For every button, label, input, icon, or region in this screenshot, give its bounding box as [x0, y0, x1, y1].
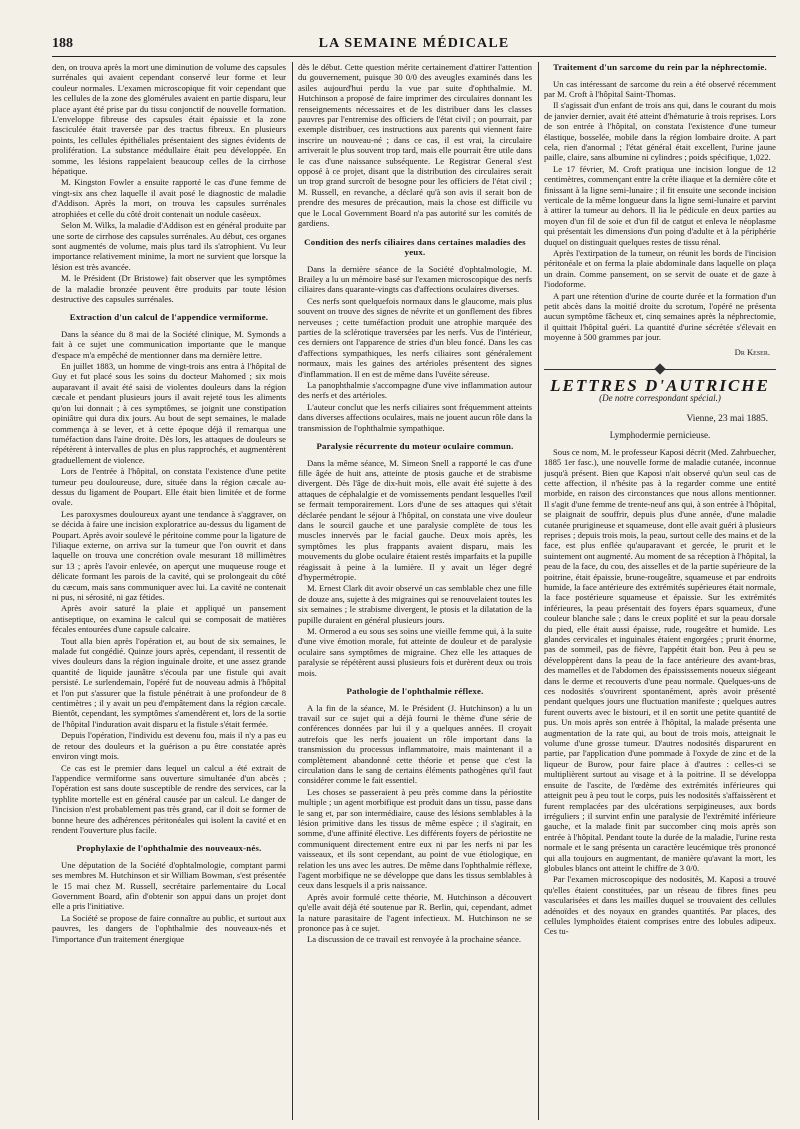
- column-rule: [292, 62, 293, 1120]
- paragraph: Après l'extirpation de la tumeur, on réunit les bords de l'incision péritonéale et on ferma la plaie abdominale dans laquelle on plaça un drain. Comme pansement, on se servit de ouate et de gaze à l'iodoforme.: [544, 248, 776, 290]
- article-heading: Traitement d'un sarcome du rein par la néphrectomie.: [553, 62, 767, 72]
- article-heading: Prophylaxie de l'ophthalmie des nouveaux-nés.: [76, 843, 262, 854]
- paragraph: Dans la dernière séance de la Société d'ophtalmologie, M. Brailey a lu un mémoire basé sur l'examen microscopique des nerfs ciliaires dans quarante-vingts cas d'affections oculaires diverses.: [298, 263, 532, 295]
- paragraph: dès le début. Cette question mérite certainement d'attirer l'attention du gouvernement, puisque 30 0/0 des aveugles examinés dans les asiles aujourd'hui perdu la vue par suite d'ophthalmie. M. Hutchinson a proposé de faire imprimer des circulaires donnant les renseignements nécessaires et de les distribuer dans les classes pauvres par l'entremise des officiers de l'état civil ; on pourrait, par exemple distribuer, ces instructions aux parents qui viennent faire inscrire un nouveau-né ; dans ce cas, il est vrai, la circulaire arriverait le plus souvent trop tard, mais elle pourrait être utile dans le cas d'une naissance subséquente. Le Registrar General s'est opposé à ce projet, disant que la distribution des circulaires serait un trop grand surcroît de besogne pour les officiers de l'état civil ; M. Russell, en revanche, a déclaré qu'à son avis il serait bon de prendre des mesures de précaution, mais la chose est difficile vu que le Local Government Board n'a pas autorité sur les comités de gardiens.: [298, 62, 532, 229]
- paragraph: M. Ernest Clark dit avoir observé un cas semblable chez une fille de douze ans, sujette à des migraines qui se renouvelaient toutes les six semaines ; le strabisme divergent, le ptosis et la dilatation de la pupille duraient en général plusieurs jours.: [298, 583, 532, 625]
- page-header: [52, 34, 776, 57]
- column-1: [52, 62, 286, 1120]
- article-heading: Paralysie récurrente du moteur oculaire commun.: [316, 441, 514, 451]
- article-heading: Pathologie de l'ophthalmie réflexe.: [346, 686, 484, 697]
- page-number: 188: [52, 36, 73, 51]
- journal-title: LA SEMAINE MÉDICALE: [318, 36, 510, 51]
- paragraph: Sous ce nom, M. le professeur Kaposi décrit (Med. Zahrbuecher, 1885 1er fasc.), une nouvelle forme de maladie cutanée, inconnue jusqu'à présent. Bien que Kaposi n'ait observé qu'un seul cas de cette affection, il n'hésite pas à la regarder comme une entité morbide, en raison des circonstances que nous allons mentionner. Il s'agit d'une femme de trente-neuf ans qui, à son entrée à l'hôpital, se plaignait de souffrir, depuis plus d'une année, d'une maladie cutanée prurigineuse et squameuse, dont elle avait guéri à plusieurs reprises ; depuis trois mois, la peau, surtout celle des mains et de la face, est plus enflée qu'auparavant et gercée, le prurit et le suintement ont augmenté. Au moment de sa réception à l'hôpital, la peau de la face, du cou, des aisselles et de la partie supérieure de la poitrine, était épaissie, brune-rougeâtre, squameuse et par endroits humide, la face antérieure des extrémités supérieures était normale, la face postérieure squameuse et épaissie. Sur les extrémités inférieures, la peau présentait des foyers épars squameux, d'une couleur blanche sale ; dans le creux poplité et sur la peau dorsale du pied, elle était aussi épaisse, rude, rougeâtre et humide. Les glandes cervicales et inguinales étaient engorgées ; prurit énorme, pas de sommeil, pas de fièvre, l'appétit était bon. Peu à peu se développèrent dans la peau de la face antérieure des avant-bras, des mamelles et de l'abdomen des épaississements noueux siégeant dans le derme et recouverts d'une peau normale. Quelques-uns de ces nodosités s'ouvrirent spontanément, après avoir présenté pendant quelques jours une fluctuation manifeste ; quelques autres furent ouverts avec le bistouri, et il en sortit une petite quantité de pus. Un mois après son entrée à l'hôpital, la malade présenta une augmentation de la rate qui, au bout de trois mois, atteignait le volume d'une grosse tumeur. D'autres nodosités disparurent en partie, par l'application d'une pommade à l'oxyde de zinc et de la liqueur de Burow, pour faire place à d'autres : celles-ci se multiplièrent surtout au visage et à la poitrine. Il se développa ensuite de l'ascite, de l'œdème des extrémités inférieures qui atteignit peu à peu tout le corps, puis les nodosités s'affaissèrent et furent remplacées par des ulcérations serpigineuses, aux bords irréguliers ; il survint enfin une paralysie de l'extrémité inférieure gauche, et la malade finit par succomber cinq mois après son entrée à l'hôpital. Pendant toute la durée de la maladie, l'urine resta normale et le sang présenta un caractère leucémique très prononcé qui alla toujours en augmentant, de manière qu'avant la mort, les globules blancs ont atteint le chiffre de 3 0/0.: [544, 446, 776, 873]
- column-2: [298, 62, 532, 1120]
- paragraph: Lors de l'entrée à l'hôpital, on constata l'existence d'une petite tumeur peu douloureuse, dure, située dans la région cæcale au-dessus du ligament de Poupart. Elle était bien limitée et de forme ovale.: [52, 466, 286, 508]
- paragraph: En juillet 1883, un homme de vingt-trois ans entra à l'hôpital de Guy et fut placé sous les soins du docteur Mahomed ; six mois auparavant il avait été saisi de violentes douleurs dans la région cæcale et pendant plusieurs jours il avait rejeté tous les aliments qu'on lui donnait ; à ces symptômes, se joignit une constipation opiniâtre qui dura dix jours. Au bout de sept semaines, le malade commença à se lever, et à cette époque déjà il remarqua une tuméfaction dans l'aine droite. Dès lors, les attaques de douleurs se répétèrent à intervalles de plus en plus rapprochés, et augmentèrent graduellement de violence.: [52, 361, 286, 465]
- paragraph: M. Ormerod a eu sous ses soins une vieille femme qui, à la suite d'une vive émotion morale, fut atteinte de douleur et de paralysie oculaire sans symptômes de migraine. Chez elle les attaques de paralysie se répétèrent aussi plusieurs fois et durèrent deux ou trois mois.: [298, 626, 532, 678]
- paragraph: Dans la séance du 8 mai de la Société clinique, M. Symonds a fait à ce sujet une communication importante que le manque d'espace m'a empêché de mentionner dans ma dernière lettre.: [52, 328, 286, 360]
- column-rule: [538, 62, 539, 1120]
- paragraph: Par l'examen microscopique des nodosités, M. Kaposi a trouvé qu'elles étaient constituées, par un réseau de fibres fines peu vascularisées et dans les mailles duquel se trouvaient des cellules adénoïdes et des noyaux en grandes quantités. Par places, des cellules lymphoïdes étaient comprises entre des lobules adipeux. Ces tu-: [544, 874, 776, 937]
- paragraph: M. le Président (Dr Bristowe) fait observer que les symptômes de la maladie bronzée peuvent être produits par toute lésion destructive des capsules surrénales.: [52, 273, 286, 304]
- paragraph: Les choses se passeraient à peu près comme dans la périostite multiple ; un agent morbifique est produit dans un tissu, passe dans le sang et, par son intermédiaire, cause des lésions semblables à la lésion primitive dans les tissus de même espèce ; il s'agirait, en somme, d'une affinité élective. Les différents foyers de périostite ne communiquent directement entre eux ni par les nerfs ni par les vaisseaux, et ils sont cependant, au point de vue étiologique, en relation les uns avec les autres. De même dans l'ophthalmie réflexe, l'agent morbifique ne se développe que dans les tissus semblables à ceux dans lesquels il a pris naissance.: [298, 786, 532, 891]
- paragraph: Une députation de la Société d'ophtalmologie, comptant parmi ses membres M. Hutchinson et sir William Bowman, s'est présentée le 15 mai chez M. Russell, secrétaire parlementaire du Local Government Board, afin d'obtenir son appui dans un projet dont elle a pris l'initiative.: [52, 859, 286, 912]
- paragraph: A part une rétention d'urine de courte durée et la formation d'un petit abcès dans la moitié droite du scrotum, l'opéré ne présenta aucun symptôme fâcheux et, cinq semaines après la néphrectomie, il quittait l'hôpital guéri. La quantité d'urine sécrétée s'élevait en moyenne à 500 grammes par jour.: [544, 290, 776, 343]
- paragraph: den, on trouva après la mort une diminution de volume des capsules surrénales qui avaient cependant conservé leur forme et leur couleur normales. L'examen microscopique fit voir cependant que les cellules de la zone des glomérules avaient en partie disparu, leur place ayant été prise par du tissu conjonctif de nouvelle formation. L'enveloppe fibreuse des capsules était épaissie et la zone fasciculée était traversée par des tractus fibreux. En plusieurs points, les cellules épithéliales présentaient des signes évidents de prolifération. La substance médullaire était peu développée. En somme, les lésions rappelaient beaucoup celles de la cirrhose hépatique.: [52, 62, 286, 177]
- paragraph: Dans la même séance, M. Simeon Snell a rapporté le cas d'une fille âgée de huit ans, atteinte de ptosis gauche et de strabisme divergent. Dès l'âge de dix-huit mois, elle avait été sujette à des attaques de céphalalgie et de vomissements pendant lesquelles l'œil se fermait temporairement. Lors d'une de ses attaques qui s'était déclarée pendant le séjour à l'hôpital, on constata une vive douleur dans le sourcil gauche et une paralysie complète de tous les muscles innervés par le facial gauche. Deux mois après, les symptômes les plus frappants avaient disparu, mais les mouvements du globe oculaire étaient restés imparfaits et la pupille réagissait à peine à la lumière. Il y avait un léger degré d'hypermétropie.: [298, 457, 532, 582]
- paragraph: Ce cas est le premier dans lequel un calcul a été extrait de l'appendice vermiforme sans ouverture simultanée d'un abcès ; l'opération est sans doute susceptible de rendre des services, car la typhlite mortelle est en général causée par un calcul. Le danger de l'incision n'est probablement pas très grand, car il doit se former de bonne heure des adhérences péritonéales qui isolent la cavité et en rendent l'ouverture plus facile.: [52, 762, 286, 835]
- separator-diamond-icon: [654, 363, 665, 374]
- paragraph: Tout alla bien après l'opération et, au bout de six semaines, le malade fut congédié. Quinze jours après, cependant, il ressentit de vives douleurs dans la région inguinale droite, et une assez grande quantité de liquide jaunâtre s'écoula par une fistule qui avait persisté. Le surlendemain, l'opéré fut de nouveau admis à l'hôpital et l'on put s'assurer que la fistule pénétrait à une profondeur de 8 centimètres ; il y avait un peu d'empâtement dans la région cæcale. Bientôt, cependant, les symptômes s'amendèrent et, lors de la sortie de l'hôpital l'induration avait disparu et la fistule s'était fermée.: [52, 635, 286, 729]
- paragraph: M. Kingston Fowler a ensuite rapporté le cas d'une femme de vingt-six ans chez laquelle il avait posé le diagnostic de maladie d'Addison. Après la mort, on trouva les capsules surrénales atrophiées et celle du côté droit contenait un nodule caséeux.: [52, 177, 286, 219]
- correspondent-note: (De notre correspondant spécial.): [599, 393, 721, 404]
- paragraph: Selon M. Wilks, la maladie d'Addison est en général produite par une sorte de cirrhose des capsules surrénales. Au début, ces organes sont augmentés de volume, mais plus tard ils s'atrophient. Vu leur importance relativement minime, la mort ne survient que lorsque la lésion est très avancée.: [52, 220, 286, 272]
- paragraph: Les paroxysmes douloureux ayant une tendance à s'aggraver, on se décida à faire une incision exploratrice au-dessus du ligament de Poupart. Après avoir soulevé le péritoine comme pour la ligature de l'iliaque externe, on arriva sur la tumeur que l'on ouvrit et dans laquelle on trouva une concrétion ovale mesurant 18 millimètres sur 13 ; après l'avoir enlevée, on aperçut une muqueuse rouge et délicate formant les parois de la cavité, qui se prolongeait du côté du cæcum, mais sans communiquer avec lui. La cavité ne contenait ni pus, ni sérosité, ni gaz fétides.: [52, 508, 286, 602]
- paragraph: Ces nerfs sont quelquefois normaux dans le glaucome, mais plus souvent on trouve des signes de névrite et un gonflement des fibres nerveuses ; cette tuméfaction produit une atrophie marquée des parties de la sclérotique traversées par les nerfs. Vus de l'intérieur, ces derniers ont l'apparence de stries d'un bleu foncé. Dans les cas d'affections sympathiques, les nerfs ciliaires sont généralement normaux, mais les gaines des artérioles présentent des signes d'inflammation. Il en est de même dans l'uvéite séreuse.: [298, 295, 532, 379]
- paragraph: Après avoir saturé la plaie et appliqué un pansement antiseptique, on examina le calcul qui se composait de matières fécales entourées d'une capsule calcaire.: [52, 603, 286, 635]
- author-signature: Dr Keser.: [734, 346, 770, 357]
- paragraph: La Société se propose de faire connaître au public, et surtout aux pauvres, les dangers de l'ophthalmie des nouveaux-nés et l'importance d'un traitement énergique: [52, 912, 286, 944]
- paragraph: La panophthalmie s'accompagne d'une vive inflammation autour des nerfs et des artérioles.: [298, 379, 532, 401]
- paragraph: A la fin de la séance, M. le Président (J. Hutchinson) a lu un travail sur ce sujet qui a déjà fourni le thème d'une série de conférences données par lui il y a quelques années. Il croyait autrefois que les nerfs jouaient un rôle important dans la transmission du processus inflammatoire, mais maintenant il a complètement abandonné cette théorie et pense que c'est la circulation dans le sang de certains éléments pathogènes qu'il faut considérer comme le fait essentiel.: [298, 702, 532, 786]
- paragraph: Un cas intéressant de sarcome du rein a été observé récemment par M. Croft à l'hôpital Saint-Thomas.: [544, 78, 776, 99]
- column-3: [544, 62, 776, 1120]
- article-heading: Condition des nerfs ciliaires dans certaines maladies des yeux.: [304, 236, 526, 257]
- paragraph: L'auteur conclut que les nerfs ciliaires sont fréquemment atteints dans diverses affections oculaires, mais ne jouent aucun rôle dans la transmission de l'ophthalmie sympathique.: [298, 401, 532, 433]
- paragraph: Le 17 février, M. Croft pratiqua une incision longue de 12 centimètres, commençant entre la crête iliaque et la dernière côte et finissant à la ligne semi-lunaire ; il fit ensuite une seconde incision verticale de la même longueur dans la ligne semi-lunaire et parvint à attirer la tumeur au dehors. Il lia le pédicule en deux parties au moyen d'un fil de soie et d'un fil de catgut et enleva le néoplasme qui présentait les dimensions d'un poing d'adulte et à la périphérie duquel on distinguait quelques restes de tissu rénal.: [544, 163, 776, 247]
- section-title: LETTRES D'AUTRICHE: [550, 376, 770, 396]
- paragraph: Après avoir formulé cette théorie, M. Hutchinson a découvert qu'elle avait déjà été soutenue par R. Berlin, qui, cependant, admet la nature parasitaire de l'agent infectieux. M. Hutchinson ne se prononce pas à ce sujet.: [298, 891, 532, 934]
- article-heading: Lymphodermie pernicieuse.: [609, 430, 711, 441]
- paragraph: Il s'agissait d'un enfant de trois ans qui, dans le courant du mois de janvier dernier, avait été atteint d'hématurie à trois reprises. Lors de son entrée à l'hôpital, on constata l'existence d'une tumeur élastique, bosselée, mobile dans la région lombaire droite. A part cela, rien d'anormal ; l'état général était excellent, l'urine jaune paille, claire, sans albumine ni cylindres ; poids spécifique, 1,022.: [544, 100, 776, 163]
- paragraph: Depuis l'opération, l'individu est devenu fou, mais il n'y a pas eu de retour des douleurs et la guérison a pu être constatée après environ vingt mois.: [52, 730, 286, 762]
- dateline: Vienne, 23 mai 1885.: [686, 413, 768, 424]
- section-separator: [544, 363, 776, 375]
- article-heading: Extraction d'un calcul de l'appendice vermiforme.: [69, 312, 269, 323]
- paragraph: La discussion de ce travail est renvoyée à la prochaine séance.: [307, 934, 522, 945]
